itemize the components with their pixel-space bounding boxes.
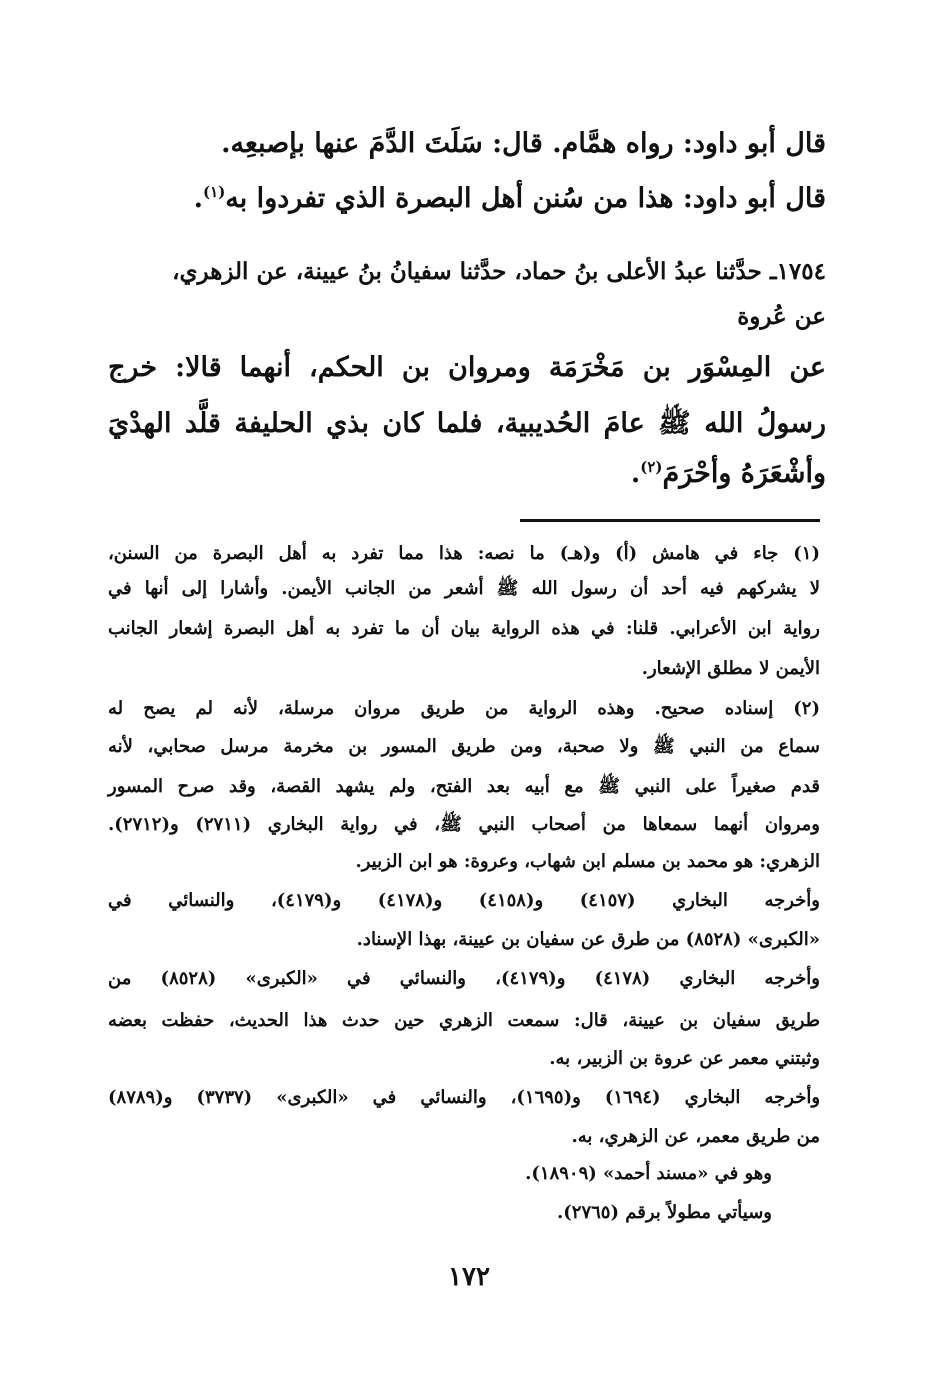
footnote-2-line-6: وأخرجه البخاري (٤١٥٧) و(٤١٥٨) و(٤١٧٨) و(٤١٧٩)، والنسائي في (108, 890, 821, 911)
footnote-2-line-1: (٢) إسناده صحيح. وهذه الرواية من طريق مروان مرسلة، لأنه لم يصح له (108, 698, 820, 719)
footnote-ref-2[interactable]: (٢) (640, 458, 663, 476)
footnote-2-line-10: وثبتني معمر عن عروة بن الزبير، به. (549, 1048, 820, 1069)
hadith-chain-text-1: ١٧٥٤ـ حدَّثنا عبدُ الأعلى بنُ حماد، حدَّثنا سفيانُ بنُ عيينة، عن الزهري، (172, 258, 826, 285)
main-line-1 (221, 128, 826, 159)
main-line-2 (194, 183, 826, 214)
footnote-2-line-3: قدم صغيراً على النبي ﷺ مع أبيه بعد الفتح، ولم يشهد القصة، وقد صرح المسور (108, 776, 820, 797)
footnote-2-line-9: طريق سفيان بن عيينة، قال: سمعت الزهري حين حدث هذا الحديث، حفظت بعضه (108, 1010, 820, 1031)
hadith-chain-text-2: عن عُروة (737, 303, 826, 330)
footnote-2-line-4: ومروان أنهما سمعاها من أصحاب النبي ﷺ، في رواية البخاري (٢٧١١) و(٢٧١٢). (108, 814, 820, 835)
footnote-2-line-11: وأخرجه البخاري (١٦٩٤) و(١٦٩٥)، والنسائي في «الكبرى» (٣٧٣٧) و(٨٧٨٩) (108, 1087, 821, 1108)
main-line-2-text: قال أبو داود: هذا من سُنن أهل البصرة الذي تفردوا به (225, 183, 826, 214)
main-line-6: رسولُ الله ﷺ عامَ الحُديبية، فلما كان بذي الحليفة قلَّد الهدْيَ (108, 408, 826, 439)
main-line-5: عن المِسْوَر بن مَخْرَمَة ومروان بن الحكم، أنهما قالا: خرج (108, 352, 826, 383)
main-line-1-text: قال أبو داود: رواه همَّام. قال: سَلَتَ الدَّمَ عنها بإصبعِه. (221, 128, 826, 159)
footnote-1-line-2: لا يشركهم فيه أحد أن رسول الله ﷺ أشعر من الجانب الأيمن. وأشارا إلى أنها في (108, 578, 820, 599)
hadith-chain-line-1 (172, 258, 826, 285)
hadith-chain-line-2 (737, 303, 826, 330)
footnote-1-line-4: الأيمن لا مطلق الإشعار. (641, 658, 820, 679)
main-line-7-text: وأشْعَرَهُ وأحْرَمَ (662, 458, 826, 489)
footnote-2-line-12: من طريق معمر، عن الزهري، به. (571, 1126, 820, 1147)
main-line-7-end: . (630, 458, 641, 489)
footnote-ref-1[interactable]: (١) (203, 183, 226, 201)
footnote-1-line-3: رواية ابن الأعرابي. قلنا: في هذه الرواية بيان أن ما تفرد به أهل البصرة إشعار الجانب (108, 618, 820, 639)
footnote-2-line-7: «الكبرى» (٨٥٢٨) من طرق عن سفيان بن عيينة، بهذا الإسناد. (356, 929, 820, 950)
main-line-2-end: . (193, 183, 204, 214)
footnote-divider (520, 519, 820, 522)
footnote-2-line-5: الزهري: هو محمد بن مسلم ابن شهاب، وعروة: هو ابن الزبير. (355, 851, 820, 872)
footnote-2-line-2: سماع من النبي ﷺ ولا صحبة، ومن طريق المسور بن مخرمة مرسل صحابي، لأنه (108, 736, 820, 757)
page-number: ١٧٢ (448, 1262, 490, 1292)
footnote-2-line-13: وهو في «مسند أحمد» (١٨٩٠٩). (525, 1163, 772, 1184)
footnote-2-line-8: وأخرجه البخاري (٤١٧٨) و(٤١٧٩)، والنسائي في «الكبرى» (٨٥٢٨) من (108, 968, 820, 989)
main-line-7 (631, 458, 826, 489)
footnote-1-line-1: (١) جاء في هامش (أ) و(هـ) ما نصه: هذا مما تفرد به أهل البصرة من السنن، (108, 543, 820, 564)
footnote-2-line-14: وسيأتي مطولاً برقم (٢٧٦٥). (557, 1202, 772, 1223)
